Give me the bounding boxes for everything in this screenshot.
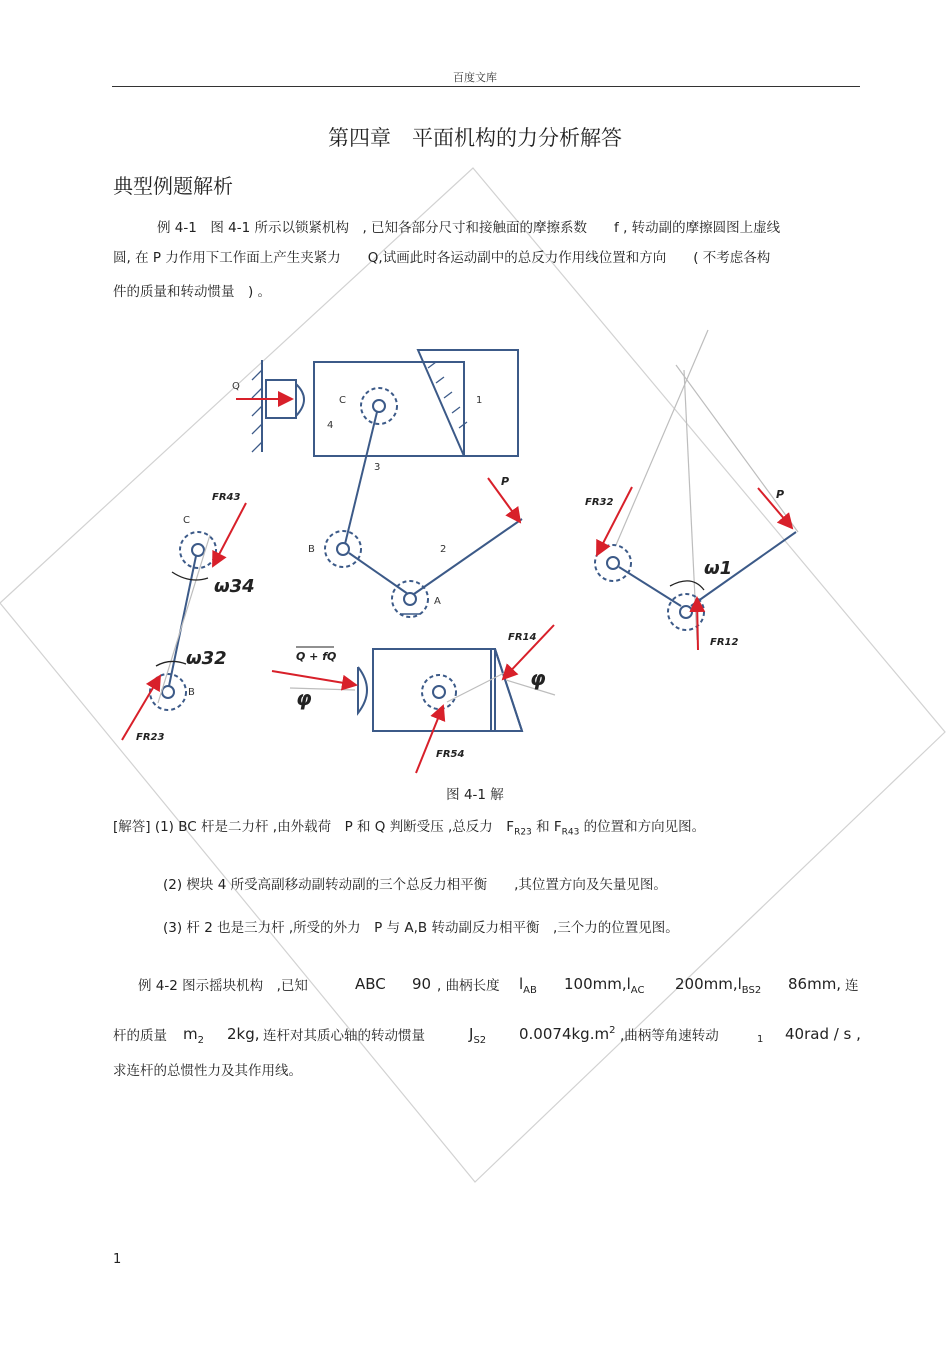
label-C: C bbox=[339, 395, 346, 406]
example2-J bbox=[469, 1025, 486, 1046]
example1-line2: 圆, 在 P 力作用下工作面上产生夹紧力 Q,试画此时各运动副中的总反力作用线位置和方向 ( 不考虑各构 bbox=[113, 250, 771, 266]
figure-caption: 图 4-1 解 bbox=[446, 787, 504, 803]
example2-abc-val: 90 bbox=[412, 975, 432, 993]
example2-abc: ABC bbox=[355, 975, 386, 993]
section-title: 典型例题解析 bbox=[113, 174, 233, 198]
top-mechanism bbox=[252, 350, 522, 617]
label-phi-left: φ bbox=[296, 686, 312, 710]
example2-lac bbox=[564, 975, 644, 996]
example2-line3: 求连杆的总惯性力及其作用线。 bbox=[113, 1063, 302, 1079]
example2-omega-val: 40rad / s , bbox=[785, 1025, 861, 1043]
example2-lian: 连 bbox=[845, 978, 859, 994]
label-FR54: FR54 bbox=[436, 749, 465, 760]
example2-line2a: 杆的质量 bbox=[113, 1028, 167, 1044]
example2-mass bbox=[183, 1025, 204, 1046]
mass-sub: 2 bbox=[197, 1035, 204, 1046]
label-FR32: FR32 bbox=[585, 497, 614, 508]
label-Q: Q bbox=[232, 381, 240, 392]
example2-J-val bbox=[519, 1025, 615, 1043]
label-4: 4 bbox=[327, 420, 334, 431]
example2-line2c: ,曲柄等角速转动 bbox=[620, 1028, 719, 1044]
answer-line3: (3) 杆 2 也是三力杆 ,所受的外力 P 与 A,B 转动副反力相平衡 ,三个力的位置见图。 bbox=[163, 920, 679, 936]
label-omega1: ω1 bbox=[704, 558, 733, 579]
J-sub: S2 bbox=[473, 1035, 487, 1046]
label-2: 2 bbox=[440, 544, 447, 555]
block4-free-body bbox=[358, 649, 522, 731]
label-FR14: FR14 bbox=[508, 632, 537, 643]
mass-symbol: m bbox=[183, 1025, 198, 1043]
label-1: 1 bbox=[476, 395, 483, 406]
example2-mass-val: 2kg, bbox=[227, 1025, 260, 1043]
label-B-left: B bbox=[188, 687, 195, 698]
label-omega34: ω34 bbox=[214, 576, 255, 597]
label-FR23: FR23 bbox=[136, 732, 165, 743]
answer-line1-end: 的位置和方向见图。 bbox=[579, 819, 706, 835]
example2-line2b: 连杆对其质心轴的转动惯量 bbox=[263, 1028, 425, 1044]
example2-omega-sub: 1 bbox=[757, 1034, 764, 1045]
example2-lbs-val: 86mm, bbox=[788, 975, 842, 993]
example1-line1: 例 4-1 图 4-1 所示以锁紧机构 , 已知各部分尺寸和接触面的摩擦系数 f , 转动副的摩擦圆图上虚线 bbox=[157, 220, 781, 236]
label-FR43: FR43 bbox=[212, 492, 241, 503]
example2-lbs bbox=[675, 975, 761, 996]
label-QfQ: Q + fQ bbox=[296, 650, 337, 663]
answer-line1-text: [解答] (1) BC 杆是二力杆 ,由外载荷 P 和 Q 判断受压 ,总反力 F bbox=[113, 819, 515, 835]
label-phi-right: φ bbox=[530, 666, 546, 690]
example2-lab bbox=[519, 975, 537, 996]
J-symbol: J bbox=[469, 1025, 474, 1043]
answer-line1 bbox=[113, 818, 705, 842]
answer-sub-r23: R23 bbox=[514, 827, 532, 838]
example1-line3: 件的质量和转动惯量 ) 。 bbox=[113, 284, 272, 300]
J-val: 0.0074kg.m bbox=[519, 1025, 610, 1043]
answer-sub-r43: R43 bbox=[561, 827, 580, 838]
label-P-top: P bbox=[501, 475, 510, 488]
label-omega32: ω32 bbox=[186, 648, 227, 669]
link2-free-body bbox=[595, 330, 798, 640]
link3-free-body bbox=[150, 532, 216, 710]
lac-sub: AC bbox=[630, 985, 645, 996]
label-C-left: C bbox=[183, 515, 190, 526]
answer-line2: (2) 楔块 4 所受高副移动副转动副的三个总反力相平衡 ,其位置方向及矢量见图。 bbox=[163, 877, 667, 893]
label-A: A bbox=[434, 596, 441, 607]
example2-crank-text: , 曲柄长度 bbox=[437, 978, 500, 994]
lab-sub: AB bbox=[523, 985, 537, 996]
label-FR12: FR12 bbox=[710, 637, 739, 648]
lac-val: 200mm,l bbox=[675, 975, 742, 993]
lab-l: l bbox=[519, 975, 524, 993]
chapter-title: 第四章 平面机构的力分析解答 bbox=[328, 126, 622, 150]
lab-val: 100mm,l bbox=[564, 975, 631, 993]
lbs-sub: BS2 bbox=[741, 985, 762, 996]
J-sup: 2 bbox=[609, 1025, 616, 1036]
example2-lead: 例 4-2 图示摇块机构 ,已知 bbox=[138, 978, 308, 994]
page-number: 1 bbox=[113, 1252, 122, 1267]
label-B: B bbox=[308, 544, 315, 555]
page-header: 百度文库 bbox=[453, 71, 497, 84]
label-P-right: P bbox=[776, 488, 785, 501]
answer-line1-mid: 和 F bbox=[531, 819, 562, 835]
label-3: 3 bbox=[374, 462, 381, 473]
